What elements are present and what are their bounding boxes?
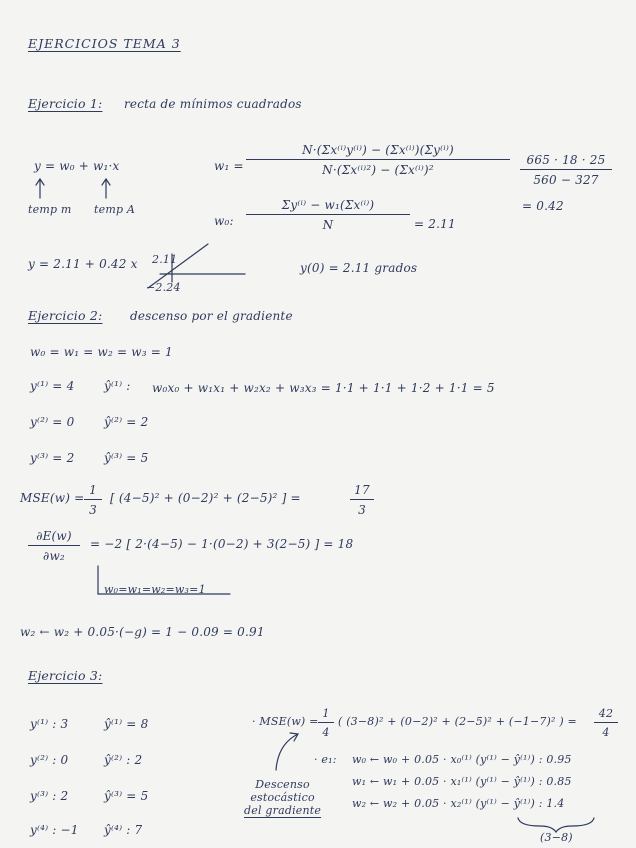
ex2-update: w₂ ← w₂ + 0.05·(−g) = 1 − 0.09 = 0.91 [20,625,265,639]
ex3-mse-res-den: 4 [602,726,610,739]
ex1-w1-result: = 0.42 [522,199,564,213]
ex3-side-note-line2: estocástico [250,791,315,804]
ex3-mse-lhs: · MSE(w) = [252,715,319,728]
page-title: EJERCICIOS TEMA 3 [28,36,181,51]
ex3-yhat3: ŷ⁽³⁾ = 5 [104,789,149,803]
ex3-yhat2: ŷ⁽²⁾ : 2 [104,753,143,767]
ex1-w1-denominator: N·(Σx⁽ⁱ⁾²) − (Σx⁽ⁱ⁾)² [322,163,434,177]
ex1-label-left: temp m [28,203,72,216]
ex1-model: y = w₀ + w₁·x [34,159,120,173]
ex1-label-right: temp A [94,203,136,216]
ex1-w1-eval-num: 665 · 18 · 25 [520,154,612,170]
ex3-y3: y⁽³⁾ : 2 [30,789,69,803]
ex3-update-w2: w₂ ← w₂ + 0.05 · x₂⁽¹⁾ (y⁽¹⁾ − ŷ⁽¹⁾) : 1.4 [352,797,565,810]
ex1-w0-denominator: N [322,218,334,232]
ex2-subtitle: descenso por el gradiente [130,309,293,323]
ex2-mse-coef-den: 3 [89,503,97,517]
ex3-mse-res-num: 42 [594,708,618,723]
ex2-mse-res-num: 17 [350,484,374,500]
ex3-y1: y⁽¹⁾ : 3 [30,717,69,731]
underbrace-icon [518,818,594,832]
ex1-graph-bottom: −2.24 [146,281,181,294]
ex3-update-w0: w₀ ← w₀ + 0.05 · x₀⁽¹⁾ (y⁽¹⁾ − ŷ⁽¹⁾) : 0.95 [352,753,572,766]
ex3-es-label: · e₁: [314,753,337,766]
ex2-grad-num: ∂E(w) [28,530,80,546]
ex3-brace-label: (3−8) [540,831,573,844]
ex1-graph-top: 2.11 [152,253,178,266]
ex2-yhat1: ŷ⁽¹⁾ : [104,379,131,393]
ex3-yhat1: ŷ⁽¹⁾ = 8 [104,717,149,731]
ex1-w0-result: = 2.11 [414,217,456,231]
ex3-update-w1: w₁ ← w₁ + 0.05 · x₁⁽¹⁾ (y⁽¹⁾ − ŷ⁽¹⁾) : 0.85 [352,775,572,788]
ex2-gradient-eval: w₀=w₁=w₂=w₃=1 [104,583,206,596]
ex2-init: w₀ = w₁ = w₂ = w₃ = 1 [30,345,173,359]
ex3-y2: y⁽²⁾ : 0 [30,753,69,767]
ex1-w0-numerator: Σy⁽ⁱ⁾ − w₁(Σx⁽ⁱ⁾) [246,199,410,215]
ex1-w0-lhs: w₀: [214,214,234,228]
ex3-heading: Ejercicio 3: [28,668,103,683]
ex2-y2: y⁽²⁾ = 0 [30,415,75,429]
ex3-yhat4: ŷ⁽⁴⁾ : 7 [104,823,143,837]
ex2-grad-den: ∂w₂ [43,549,65,563]
ex2-mse-body: [ (4−5)² + (0−2)² + (2−5)² ] = [110,491,301,505]
ex3-side-note-line1: Descenso [255,778,310,791]
ex2-yhat3: ŷ⁽³⁾ = 5 [104,451,149,465]
ex1-prediction: y(0) = 2.11 grados [300,261,418,275]
ex2-mse-lhs: MSE(w) = [20,491,85,505]
ex2-yhat1-expr: w₀x₀ + w₁x₁ + w₂x₂ + w₃x₃ = 1·1 + 1·1 + 1·2 + 1·1 = 5 [152,381,495,395]
ex2-gradient-body: = −2 [ 2·(4−5) − 1·(0−2) + 3(2−5) ] = 18 [90,537,354,551]
fit-line-sketch-icon [148,244,245,288]
ex1-w1-numerator: N·(Σx⁽ⁱ⁾y⁽ⁱ⁾) − (Σx⁽ⁱ⁾)(Σy⁽ⁱ⁾) [246,144,510,160]
ex3-side-note-line3: del gradiente [244,804,322,817]
ex2-mse-coef-num: 1 [84,484,102,500]
ex3-mse-coef-num: 1 [318,708,334,723]
ex3-y4: y⁽⁴⁾ : −1 [30,823,79,837]
ex2-y3: y⁽³⁾ = 2 [30,451,75,465]
ex2-yhat2: ŷ⁽²⁾ = 2 [104,415,149,429]
ex1-heading: Ejercicio 1: [28,96,103,111]
ex2-mse-res-den: 3 [358,503,366,517]
ex2-heading: Ejercicio 2: [28,308,103,323]
ex2-y1: y⁽¹⁾ = 4 [30,379,75,393]
ex1-w1-lhs: w₁ = [214,159,244,173]
ex3-mse-body: ( (3−8)² + (0−2)² + (2−5)² + (−1−7)² ) = [338,715,577,728]
ex1-w1-eval-den: 560 − 327 [533,173,599,187]
ex3-mse-coef-den: 4 [322,726,330,739]
ex1-fit-line: y = 2.11 + 0.42 x [28,257,138,271]
ex1-subtitle: recta de mínimos cuadrados [124,97,302,111]
